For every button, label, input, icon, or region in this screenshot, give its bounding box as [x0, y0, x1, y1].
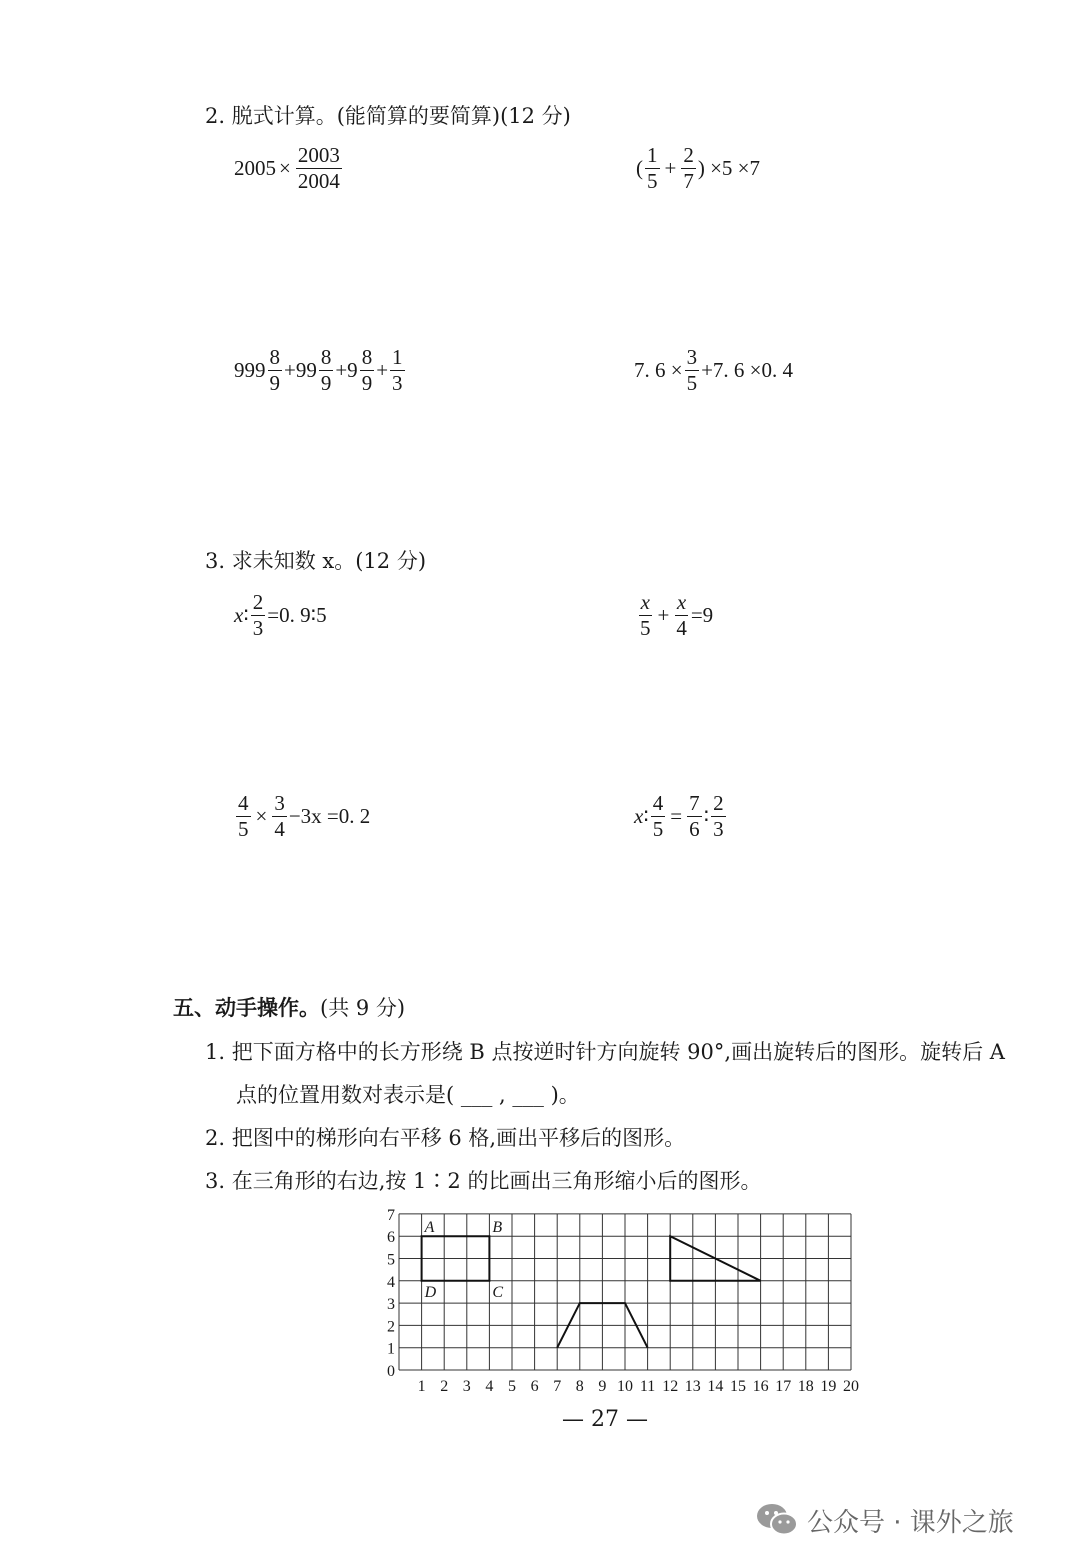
variable-x: x [634, 804, 644, 828]
variable-x: x [234, 603, 244, 627]
task-1-line-1: 1. 把下面方格中的长方形绕 B 点按逆时针方向旋转 90°,画出旋转后的图形。旋转后 A [205, 1040, 1005, 1064]
numerator: 2 [683, 143, 694, 167]
numerator: 4 [238, 791, 249, 815]
vertex-label-a: A [424, 1219, 435, 1237]
denominator: 9 [320, 371, 332, 395]
numerator: 2 [713, 791, 724, 815]
denominator: 4 [676, 616, 687, 640]
task-1-line-2: 点的位置用数对表示是( ___ , ___ )。 [236, 1083, 580, 1107]
task-3: 3. 在三角形的右边,按 1∶2 的比画出三角形缩小后的图形。 [205, 1169, 762, 1193]
watermark [755, 1500, 1014, 1540]
times-sign: × [255, 804, 268, 828]
x-tick-label: 11 [639, 1378, 656, 1395]
section-5-score: (共 9 分) [320, 996, 406, 1020]
numerator: 4 [652, 791, 664, 815]
denominator: 5 [647, 169, 658, 193]
expr-rest: −3x =0. 2 [288, 804, 371, 828]
ratio-colon: ∶ [243, 603, 249, 627]
numerator: 1 [647, 143, 658, 167]
y-tick-label: 2 [387, 1318, 395, 1336]
section-5-title: 五、动手操作。 [173, 995, 320, 1020]
x-tick-label: 15 [730, 1378, 746, 1395]
denominator: 9 [269, 371, 280, 395]
denominator: 9 [361, 371, 373, 395]
x-tick-label: 8 [575, 1378, 584, 1395]
numerator: 8 [320, 345, 332, 369]
times-sign: × [279, 156, 291, 180]
denominator: 3 [713, 817, 724, 841]
x-tick-label: 5 [508, 1378, 516, 1395]
expr-term: 7. 6 × [634, 358, 683, 382]
y-tick-label: 5 [387, 1251, 395, 1269]
numerator: x [640, 590, 650, 614]
x-tick-label: 7 [553, 1378, 562, 1395]
y-tick-label: 1 [387, 1340, 395, 1358]
watermark-text: 公众号 · 课外之旅 [807, 1507, 1014, 1538]
paren: ( [636, 156, 643, 180]
denominator: 6 [689, 817, 700, 841]
y-tick-label: 3 [387, 1296, 395, 1314]
x-tick-label: 16 [752, 1378, 769, 1395]
vertex-label-d: D [424, 1283, 437, 1301]
y-tick-label: 6 [387, 1229, 395, 1247]
numerator: 2 [252, 590, 264, 614]
x-tick-label: 4 [485, 1378, 494, 1395]
denominator: 5 [238, 817, 249, 841]
vertex-label-c: C [492, 1283, 504, 1301]
x-tick-label: 20 [843, 1378, 859, 1395]
x-tick-label: 6 [530, 1378, 539, 1395]
expr-term: + [376, 358, 389, 382]
expr-term: +99 [284, 358, 317, 382]
y-tick-label: 4 [387, 1273, 395, 1291]
expr-term: 999 [234, 358, 266, 382]
vertex-label-b: B [492, 1219, 503, 1237]
expr-rest: ) ×5 ×7 [697, 156, 761, 180]
wechat-icon [755, 1500, 799, 1540]
plus-sign: + [664, 156, 677, 180]
numerator: 3 [686, 345, 698, 369]
expr-rest: =9 [690, 603, 714, 627]
ratio-colon: ∶ [703, 804, 710, 828]
numerator: 8 [361, 345, 373, 369]
y-tick-label: 0 [387, 1363, 395, 1380]
denominator: 7 [683, 169, 694, 193]
numerator: 2003 [297, 143, 340, 167]
x-tick-label: 18 [797, 1378, 814, 1395]
x-tick-label: 1 [417, 1378, 426, 1395]
expr-rest: +7. 6 ×0. 4 [701, 358, 794, 382]
denominator: 2004 [297, 169, 340, 193]
numerator: 3 [274, 791, 285, 815]
denominator: 5 [640, 616, 651, 640]
x-tick-label: 13 [684, 1378, 701, 1395]
expr-rest: =0. 9∶5 [267, 603, 327, 627]
x-tick-label: 12 [662, 1378, 679, 1395]
question-3-title: 3. 求未知数 x。(12 分) [205, 549, 427, 573]
denominator: 5 [686, 371, 698, 395]
x-tick-label: 19 [820, 1378, 837, 1395]
numerator: 8 [269, 345, 280, 369]
ratio-colon: ∶ [643, 804, 649, 828]
x-tick-label: 10 [617, 1378, 633, 1395]
numerator: 7 [689, 791, 700, 815]
numerator: 1 [392, 345, 403, 369]
x-tick-label: 14 [707, 1378, 724, 1395]
x-tick-label: 3 [462, 1378, 471, 1395]
equals-sign: = [670, 804, 683, 828]
page-number: — 27 — [562, 1407, 648, 1432]
denominator: 3 [252, 616, 264, 640]
numerator: x [676, 590, 687, 614]
denominator: 5 [652, 817, 664, 841]
plus-sign: + [657, 603, 670, 627]
x-tick-label: 17 [775, 1378, 792, 1395]
expr-term: 2005 [234, 156, 276, 180]
x-tick-label: 9 [598, 1378, 607, 1395]
y-tick-label: 7 [387, 1206, 395, 1224]
expr-term: +9 [335, 358, 358, 382]
question-2-title: 2. 脱式计算。(能简算的要简算)(12 分) [205, 104, 571, 128]
denominator: 3 [392, 371, 403, 395]
task-2: 2. 把图中的梯形向右平移 6 格,画出平移后的图形。 [205, 1126, 686, 1150]
x-tick-label: 2 [440, 1378, 449, 1395]
denominator: 4 [274, 817, 285, 841]
